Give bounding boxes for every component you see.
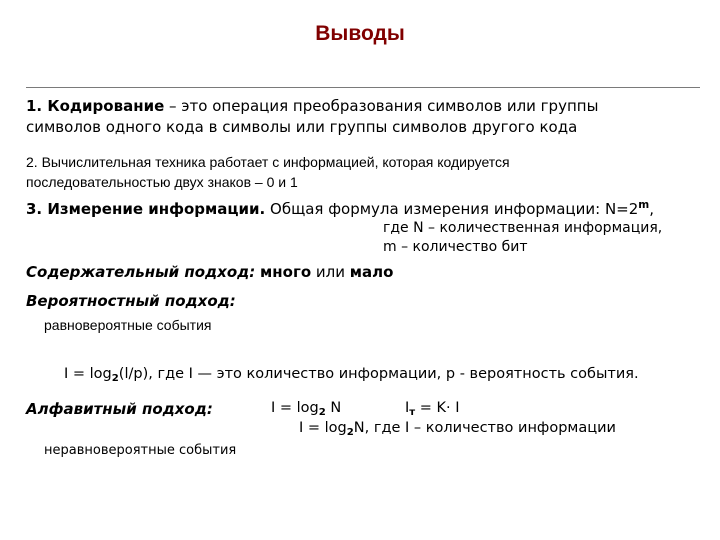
- alphabet-formula-3-b: N, где I – количество информации: [353, 420, 616, 436]
- probability-formula: [64, 366, 639, 384]
- content-approach: [26, 263, 393, 281]
- or-word: или: [311, 263, 350, 281]
- conclusion-2-line-2: последовательностью двух знаков – 0 и 1: [26, 174, 298, 190]
- alphabet-formula-1-sub: 2: [318, 407, 326, 418]
- alphabet-formula-2-b: = K· I: [415, 400, 460, 416]
- alphabet-formula-1-a: I = log: [271, 400, 319, 416]
- alphabet-formula-3: [299, 420, 616, 438]
- content-approach-label: Содержательный подход:: [26, 263, 256, 281]
- conclusion-1-line-2: символов одного кода в символы или группы символов другого кода: [26, 118, 578, 136]
- nonequiprobable-events: неравновероятные события: [44, 443, 237, 458]
- conclusion-1-line-1: [26, 96, 598, 117]
- formula-exponent: m: [638, 199, 650, 211]
- conclusion-1: [26, 96, 598, 138]
- equiprobable-events: равновероятные события: [44, 317, 212, 333]
- formula-end: ,: [649, 200, 655, 218]
- alphabet-formula-2-a: I: [405, 400, 410, 416]
- measurement-formula: Общая формула измерения информации: N=2: [265, 200, 639, 218]
- conclusion-2: [26, 152, 510, 192]
- conclusion-3: [26, 199, 654, 218]
- formula-where-n: где N – количественная информация,: [383, 220, 663, 236]
- many-word: много: [260, 263, 312, 281]
- alphabet-formula-3-a: I = log: [299, 420, 347, 436]
- alphabet-formula-1-b: N: [325, 400, 342, 416]
- measurement-term: 3. Измерение информации.: [26, 200, 266, 218]
- probability-approach-label: Вероятностный подход:: [26, 292, 236, 310]
- coding-definition: – это операция преобразования символов или группы: [164, 97, 599, 115]
- conclusion-2-line-1: 2. Вычислительная техника работает с информацией, которая кодируется: [26, 154, 510, 170]
- coding-term: 1. Кодирование: [26, 97, 165, 115]
- page-title: Выводы: [315, 22, 405, 45]
- probability-formula-a: I = log: [64, 366, 112, 382]
- title-divider: [26, 87, 700, 88]
- alphabet-formula-3-sub: 2: [346, 427, 354, 438]
- alphabet-formula-1: [271, 400, 341, 418]
- few-word: мало: [349, 263, 394, 281]
- alphabet-formula-2: [405, 400, 460, 418]
- alphabet-formula-2-sub: т: [409, 407, 416, 418]
- probability-formula-b: (l/p), где I — это количество информации, p - вероятность события.: [118, 366, 639, 382]
- probability-formula-sub: 2: [111, 373, 119, 384]
- alphabet-approach-label: Алфавитный подход:: [26, 400, 213, 418]
- formula-where-m: m – количество бит: [383, 239, 528, 255]
